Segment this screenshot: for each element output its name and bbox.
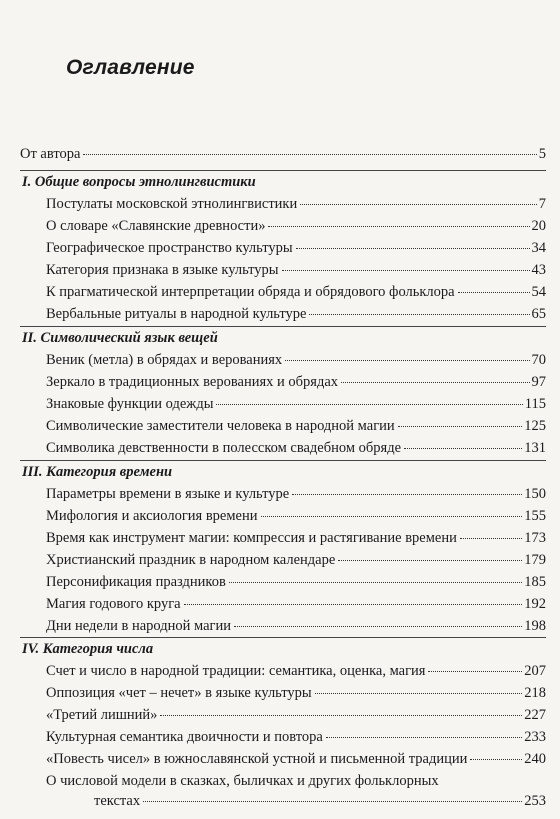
toc-entry-page: 198 <box>524 618 546 634</box>
toc-entry-preface[interactable] <box>20 146 546 163</box>
toc-entry-title: «Повесть чисел» в южнославянской устной и письменной традиции <box>46 751 468 767</box>
toc-entry-page: 7 <box>538 196 546 212</box>
dot-leader <box>470 759 522 760</box>
toc-entry-page: 34 <box>531 240 546 256</box>
toc-entry-title: Вербальные ритуалы в народной культуре <box>46 306 307 322</box>
toc-entry-page: 65 <box>531 306 546 322</box>
toc-entry-title: Символика девственности в полесском свадебном обряде <box>46 440 402 456</box>
section-heading: I. Общие вопросы этнолингвистики <box>22 174 256 190</box>
dot-leader <box>404 448 522 449</box>
toc-entry-page: 218 <box>524 685 546 701</box>
dot-leader <box>282 270 530 271</box>
toc-entry-title-cont: текстах <box>94 793 141 809</box>
toc-entry[interactable] <box>46 306 546 323</box>
toc-entry-page: 192 <box>524 596 546 612</box>
toc-entry[interactable] <box>46 574 546 591</box>
section-divider <box>20 170 546 171</box>
page-title: Оглавление <box>66 56 195 79</box>
toc-entry-page: 5 <box>538 146 546 162</box>
dot-leader <box>341 382 529 383</box>
toc-entry-page: 233 <box>524 729 546 745</box>
dot-leader <box>160 715 522 716</box>
toc-entry-title: Зеркало в традиционных верованиях и обрядах <box>46 374 339 390</box>
section-heading: IV. Категория числа <box>22 641 154 657</box>
dot-leader <box>234 626 522 627</box>
dot-leader <box>326 737 522 738</box>
section-divider <box>20 326 546 327</box>
toc-entry-page: 155 <box>524 508 546 524</box>
toc-entry[interactable] <box>46 486 546 503</box>
toc-entry-title: Оппозиция «чет – нечет» в языке культуры <box>46 685 312 701</box>
toc-entry[interactable] <box>46 218 546 235</box>
dot-leader <box>285 360 529 361</box>
toc-entry-page: 173 <box>524 530 546 546</box>
dot-leader <box>296 248 530 249</box>
toc-entry-page: 150 <box>524 486 546 502</box>
toc-entry[interactable] <box>46 352 546 369</box>
toc-entry-title: Культурная семантика двоичности и повтора <box>46 729 323 745</box>
toc-entry-title: Магия годового круга <box>46 596 181 612</box>
toc-entry-page: 70 <box>531 352 546 368</box>
toc-entry[interactable] <box>46 751 546 768</box>
dot-leader <box>83 154 536 155</box>
toc-entry-title: Категория признака в языке культуры <box>46 262 279 278</box>
toc-entry-page: 185 <box>524 574 546 590</box>
toc-entry-page: 207 <box>524 663 546 679</box>
toc-entry[interactable] <box>46 396 546 413</box>
toc-entry-title: О числовой модели в сказках, быличках и других фольклорных <box>46 773 439 789</box>
toc-entry[interactable] <box>46 530 546 547</box>
toc-entry-continuation <box>94 793 546 810</box>
toc-entry-title: Веник (метла) в обрядах и верованиях <box>46 352 283 368</box>
section-heading: III. Категория времени <box>22 464 173 480</box>
toc-entry[interactable] <box>46 196 546 213</box>
toc-entry-page: 179 <box>524 552 546 568</box>
dot-leader <box>300 204 537 205</box>
dot-leader <box>292 494 522 495</box>
dot-leader <box>143 801 522 802</box>
toc-entry-page: 20 <box>531 218 546 234</box>
dot-leader <box>428 671 522 672</box>
dot-leader <box>261 516 523 517</box>
toc-entry[interactable] <box>46 418 546 435</box>
toc-entry-title: «Третий лишний» <box>46 707 158 723</box>
toc-entry-page: 97 <box>531 374 546 390</box>
toc-entry-page: 227 <box>524 707 546 723</box>
dot-leader <box>338 560 522 561</box>
dot-leader <box>268 226 529 227</box>
toc-entry[interactable] <box>46 240 546 257</box>
toc-entry[interactable] <box>46 663 546 680</box>
dot-leader <box>216 404 522 405</box>
toc-entry-page: 240 <box>524 751 546 767</box>
dot-leader <box>229 582 522 583</box>
toc-entry[interactable] <box>46 707 546 724</box>
toc-entry-title: О словаре «Славянские древности» <box>46 218 266 234</box>
toc-entry-title: От автора <box>20 146 81 162</box>
dot-leader <box>309 314 529 315</box>
dot-leader <box>460 538 522 539</box>
toc-entry[interactable] <box>46 729 546 746</box>
toc-entry-page: 131 <box>524 440 546 456</box>
toc-entry-title: Счет и число в народной традиции: семантика, оценка, магия <box>46 663 426 679</box>
toc-entry[interactable] <box>46 440 546 457</box>
toc-entry[interactable] <box>46 618 546 635</box>
toc-entry[interactable] <box>46 552 546 569</box>
toc-entry[interactable] <box>46 685 546 702</box>
section-heading: II. Символический язык вещей <box>22 330 218 346</box>
dot-leader <box>315 693 523 694</box>
toc-entry-page: 43 <box>531 262 546 278</box>
toc-entry-title: Постулаты московской этнолингвистики <box>46 196 298 212</box>
toc-entry-title: Географическое пространство культуры <box>46 240 293 256</box>
toc-entry-title: Персонификация праздников <box>46 574 226 590</box>
toc-entry-title: Мифология и аксиология времени <box>46 508 258 524</box>
toc-entry-title: Параметры времени в языке и культуре <box>46 486 290 502</box>
toc-entry-title: Время как инструмент магии: компрессия и растягивание времени <box>46 530 457 546</box>
section-divider <box>20 460 546 461</box>
toc-entry[interactable] <box>46 596 546 613</box>
toc-entry-page: 253 <box>524 793 546 809</box>
toc-entry-title: Знаковые функции одежды <box>46 396 214 412</box>
toc-entry-page: 125 <box>524 418 546 434</box>
toc-entry-title: К прагматической интерпретации обряда и обрядового фольклора <box>46 284 455 300</box>
section-divider <box>20 637 546 638</box>
toc-entry-title: Символические заместители человека в народной магии <box>46 418 395 434</box>
toc-entry[interactable] <box>46 284 546 301</box>
dot-leader <box>398 426 523 427</box>
toc-entry-title: Христианский праздник в народном календаре <box>46 552 336 568</box>
toc-entry[interactable] <box>46 374 546 391</box>
dot-leader <box>184 604 523 605</box>
toc-entry-page: 54 <box>531 284 546 300</box>
dot-leader <box>458 292 530 293</box>
toc-entry[interactable] <box>46 508 546 525</box>
toc-entry-page: 115 <box>524 396 546 412</box>
toc-entry[interactable] <box>46 262 546 279</box>
toc-entry-title: Дни недели в народной магии <box>46 618 231 634</box>
